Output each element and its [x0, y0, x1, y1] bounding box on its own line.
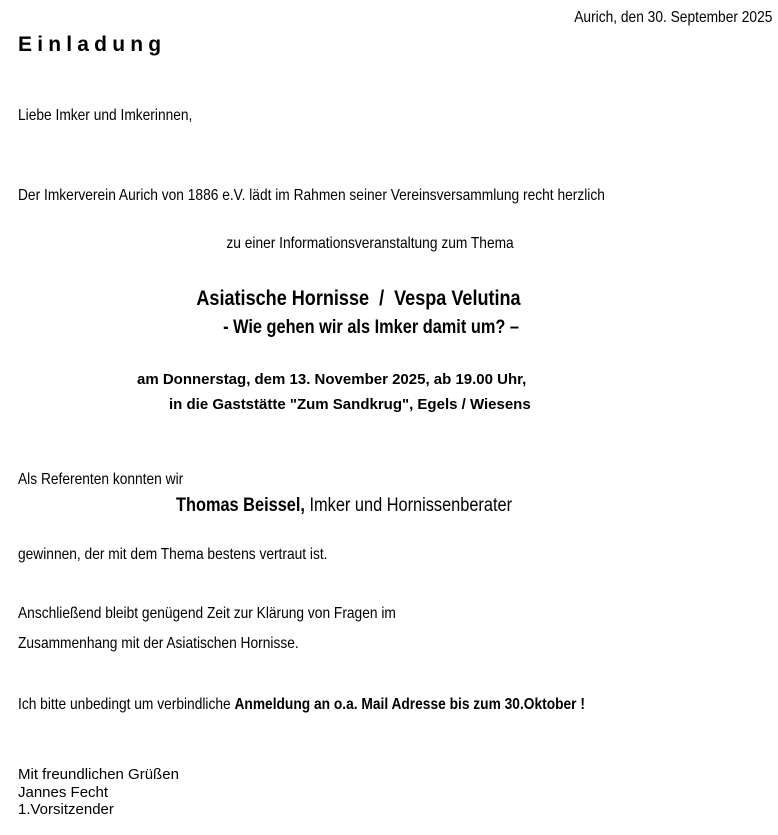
followup-line-1-text: Anschließend bleibt genügend Zeit zur Klärung von Fragen im	[18, 605, 396, 622]
speaker-role: Imker und Hornissenberater	[304, 495, 513, 516]
followup-line-2	[18, 636, 344, 652]
topic-title-text: Asiatische Hornisse / Vespa Velutina	[195, 287, 521, 310]
event-date-time: am Donnerstag, dem 13. November 2025, ab 19.00 Uhr,	[137, 371, 527, 388]
intro-line-2-text: zu einer Informationsveranstaltung zum Thema	[226, 235, 514, 252]
topic-subtitle-text: - Wie gehen wir als Imker damit um? –	[223, 317, 519, 338]
speaker-line	[176, 496, 567, 515]
registration-prefix: Ich bitte unbedingt um verbindliche	[18, 696, 235, 713]
signer-name: Jannes Fecht	[18, 784, 109, 801]
registration-note-text	[18, 697, 585, 713]
letter-date-text: Aurich, den 30. September 2025	[573, 9, 772, 26]
registration-deadline: Anmeldung an o.a. Mail Adresse bis zum 30.Oktober !	[234, 696, 585, 713]
signer-title: 1.Vorsitzender	[18, 801, 114, 818]
speaker-outro	[18, 547, 378, 563]
topic-title	[0, 288, 716, 309]
letter-date	[542, 10, 772, 26]
speaker-intro-text: Als Referenten konnten wir	[18, 471, 184, 488]
registration-note	[18, 697, 677, 713]
speaker-line-text	[176, 496, 512, 515]
topic-subtitle	[0, 318, 742, 337]
intro-line-1-text: Der Imkerverein Aurich von 1886 e.V. lädt im Rahmen seiner Vereinsversammlung recht herzlich	[18, 187, 605, 204]
greeting-text: Liebe Imker und Imkerinnen,	[18, 107, 193, 124]
speaker-outro-text: gewinnen, der mit dem Thema bestens vertraut ist.	[18, 546, 328, 563]
letter-title: Einladung	[18, 33, 167, 56]
speaker-intro	[18, 472, 210, 488]
greeting	[18, 108, 221, 124]
closing: Mit freundlichen Grüßen	[18, 766, 179, 783]
intro-line-1	[18, 188, 700, 204]
intro-line-2	[0, 236, 740, 252]
followup-line-2-text: Zusammenhang mit der Asiatischen Hornisse.	[18, 635, 299, 652]
event-location: in die Gaststätte "Zum Sandkrug", Egels / Wiesens	[169, 396, 531, 413]
speaker-name: Thomas Beissel,	[176, 495, 305, 516]
followup-line-1	[18, 606, 457, 622]
